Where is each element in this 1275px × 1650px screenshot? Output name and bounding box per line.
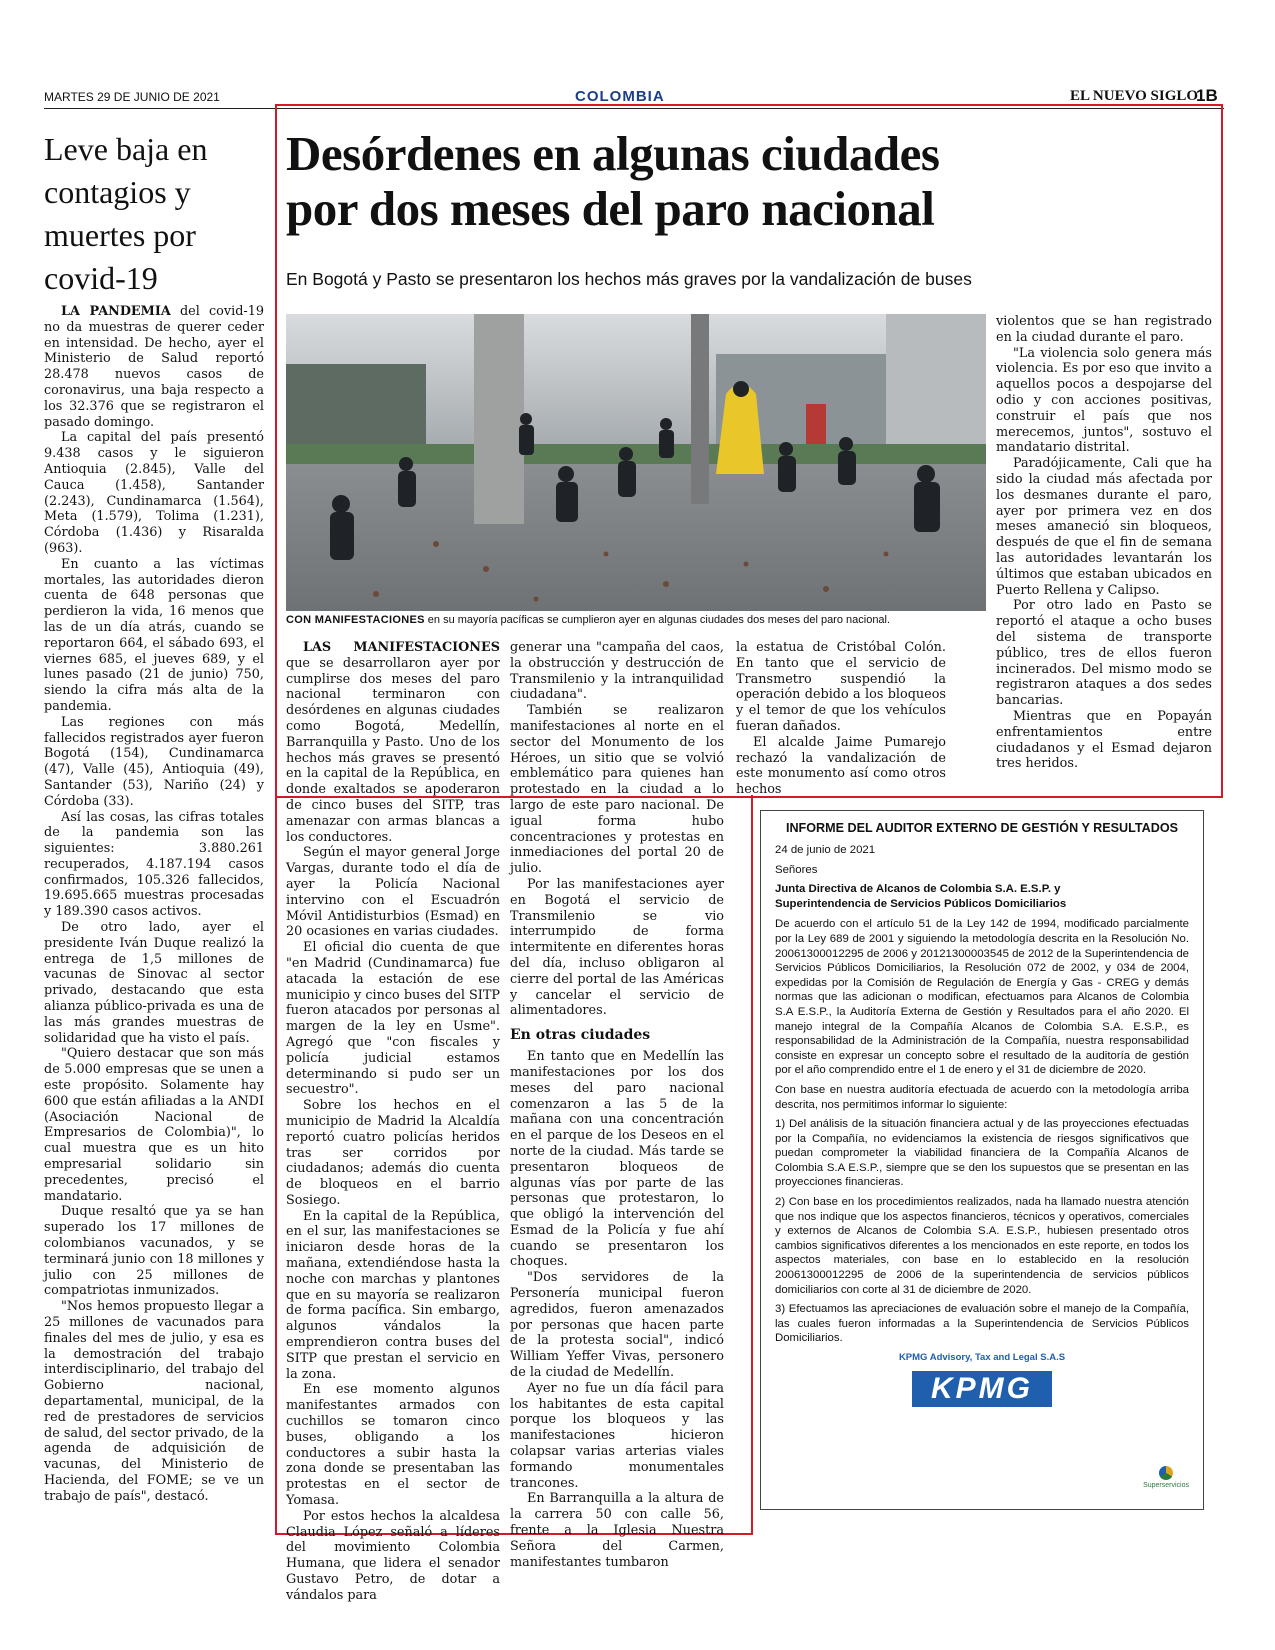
article-paragraph xyxy=(510,640,724,703)
article-paragraph xyxy=(736,640,946,735)
paragraph-text: En Barranquilla a la altura de la carrera 50 con calle 56, frente a la Iglesia Nuestra Señora del Carmen, manifestantes tumbaron xyxy=(510,1491,724,1570)
main-article-column-4 xyxy=(996,314,1212,772)
audit-paragraph-4: 2) Con base en los procedimientos realizados, nada ha llamado nuestra atención que nos indique que los aspectos financieros, técnicos y operativos, comerciales y externos de Alcanos de Colombia S.A. E.S.P., hubiesen presentado otros cambios significativos diferentes a los mencionados en este reporte, en todos los aspectos materiales, con base en lo establecido en la resolución 20061300012295 de 2006 de la superintendencia de servicios públicos domiciliarios con corte al 31 de diciembre de 2020. xyxy=(775,1196,1189,1296)
article-paragraph xyxy=(44,557,264,715)
paragraph-text: Paradójicamente, Cali que ha sido la ciudad más afectada por los desmanes durante el paro, ayer por primera vez en dos meses amaneció sin bloqueos, después de que el fin de semana las autoridades levantarán los últimos que estaban ubicados en Puerto Rellena y Calipso. xyxy=(996,456,1212,598)
paragraph-text: "Nos hemos propuesto llegar a 25 millones de vacunados para finales del mes de julio, y esa es la demostración del trabajo interdisciplinario, del trabajo del Gobierno nacional, departamental, municipal, de la red de prestadores de servicios de salud, del sector privado, de la agenda de adquisición de vacunas, del Ministerio de Hacienda, del FOME; se ve un trabajo de país", destacó. xyxy=(44,1299,264,1504)
article-paragraph xyxy=(286,1209,500,1383)
article-paragraph xyxy=(44,715,264,810)
main-subhead: En Bogotá y Pasto se presentaron los hechos más graves por la vandalización de buses xyxy=(286,269,972,289)
left-headline: Leve baja en contagios y muertes por covid-19 xyxy=(44,131,208,296)
paragraph-text: Por estos hechos la alcaldesa Claudia López señaló a líderes del movimiento Colombia Humana, que lidera el senador Gustavo Petro, de dotar a vándalos para xyxy=(286,1508,500,1603)
section-label: COLOMBIA xyxy=(575,88,665,105)
article-paragraph xyxy=(286,1098,500,1209)
main-headline-line-1: Desórdenes en algunas ciudades xyxy=(286,126,940,181)
subsection-heading: En otras ciudades xyxy=(510,1027,651,1044)
paragraph-text: generar una "campaña del caos, la obstrucción y destrucción de Transmilenio y la intranquilidad ciudadana". xyxy=(510,640,724,703)
caption-lead: CON MANIFESTACIONES xyxy=(286,614,425,626)
paragraph-text: Ayer no fue un día fácil para los habitantes de esta capital porque los bloqueos y las manifestaciones hicieron colapsar varias arterias viales formando monumentales trancones. xyxy=(510,1380,724,1491)
audit-addressee-2: Superintendencia de Servicios Públicos Domiciliarios xyxy=(775,897,1067,910)
audit-title: INFORME DEL AUDITOR EXTERNO DE GESTIÓN Y RESULTADOS xyxy=(785,821,1179,835)
paragraph-text: la estatua de Cristóbal Colón. En tanto que el servicio de Transmetro suspendió la operación debido a los bloqueos y el temor de que los vehículos fueran dañados. xyxy=(736,640,946,734)
audit-signature: KPMG Advisory, Tax and Legal S.A.S xyxy=(898,1352,1066,1363)
page-number: 1B xyxy=(1196,86,1218,105)
article-paragraph xyxy=(510,1270,724,1381)
main-article-column-3 xyxy=(736,640,946,798)
paragraph-text: También se realizaron manifestaciones al norte en el sector del Monumento de los Héroes, un sitio que se volvió emblemático para quienes han protestado en la ciudad a lo largo de este paro nacional. De igual forma hubo concentraciones y protestas en inmediaciones del portal 20 de julio. xyxy=(510,703,724,877)
paragraph-text: Por las manifestaciones ayer en Bogotá el servicio de Transmilenio se vio interrumpido de forma intermitente en diferentes horas del día, incluso obligaron al cierre del portal de las Américas y cancelar el servicio de alimentadores. xyxy=(510,876,724,1019)
main-article-column-1 xyxy=(286,640,500,1604)
header-date: MARTES 29 DE JUNIO DE 2021 xyxy=(44,90,220,104)
article-paragraph xyxy=(286,1509,500,1604)
kpmg-logo: KPMG xyxy=(912,1371,1052,1407)
paragraph-text: "Quiero destacar que son más de 5.000 empresas que se unen a este propósito. Solamente hay 600 que están afiliadas a la ANDI (Asociación Nacional de Empresarios de Colombia)", lo cual muestra que es un hito empresarial solidario sin precedentes, precisó el mandatario. xyxy=(44,1046,264,1204)
paragraph-text: En tanto que en Medellín las manifestaciones por los dos meses del paro nacional comenzaron a las 5 de la mañana con una concentración en el parque de los Deseos en el norte de la ciudad. Más tarde se presentaron bloqueos de algunas vías por parte de las personas que protestaron, lo que obligó la intervención del Esmad de la Policía y fue ahí cuando se presentaron los choques. xyxy=(510,1049,724,1270)
paragraph-text: De otro lado, ayer el presidente Iván Duque realizó la entrega de 1,5 millones de vacunas de Sinovac al sector privado, destacando que esta alianza público-privada es una de las más grandes muestras de solidaridad que ha visto el país. xyxy=(44,920,264,1046)
audit-paragraph-5: 3) Efectuamos las apreciaciones de evaluación sobre el manejo de la Compañía, las cuales fueron informadas a la Superintendencia de Servicios Públicos Domiciliarios. xyxy=(775,1303,1189,1345)
paragraph-text: En la capital de la República, en el sur, las manifestaciones se iniciaron desde horas de la mañana, extendiéndose hasta la noche con marchas y plantones que en su mayoría se realizaron de forma pacífica. Sin embargo, algunos vándalos la emprendieron contra buses del SITP que prestan el servicio en la zona. xyxy=(286,1208,500,1382)
audit-paragraph-2: Con base en nuestra auditoría efectuada de acuerdo con la metodología arriba descrita, nos permitimos informar lo siguiente: xyxy=(775,1083,1189,1111)
paragraph-text: Sobre los hechos en el municipio de Madrid la Alcaldía reportó cuatro policías heridos tras ser corridos por ciudadanos; además dio cuenta de bloqueos en el barrio Sosiego. xyxy=(286,1098,500,1208)
newspaper-brand: EL NUEVO SIGLO xyxy=(1070,88,1199,104)
audit-addressee-1: Junta Directiva de Alcanos de Colombia S.A. E.S.P. y xyxy=(775,883,1061,896)
article-paragraph xyxy=(996,456,1212,598)
paragraph-text: El alcalde Jaime Pumarejo rechazó la vandalización de este monumento así como otros hechos xyxy=(736,734,946,798)
audit-paragraph-3: 1) Del análisis de la situación financiera actual y de las proyecciones efectuadas por la Compañía, no evidenciamos la existencia de riesgos significativos que puedan comprometer la viabilidad financiera de la Compañía Alcanos de Colombia S.A E.S.P., siempre que se den los supuestos que se presentan en las proyecciones financieras. xyxy=(775,1118,1189,1189)
paragraph-text: Las regiones con más fallecidos registrados ayer fueron Bogotá (154), Cundinamarca (47), Valle (45), Antioquia (49), Santander (53), Nariño (24) y Córdoba (33). xyxy=(44,714,264,809)
paragraph-text: Según el mayor general Jorge Vargas, durante todo el día de ayer la Policía Nacional intervino con el Escuadrón Móvil Antidisturbios (Esmad) en 20 ocasiones en varias ciudades. xyxy=(286,845,500,940)
protest-photo-illustration xyxy=(286,314,986,611)
photo-caption xyxy=(286,614,986,626)
main-article-column-2 xyxy=(510,640,724,1570)
paragraph-text: Mientras que en Popayán enfrentamientos entre ciudadanos y el Esmad dejaron tres heridos. xyxy=(996,708,1212,772)
paragraph-text: Así las cosas, las cifras totales de la pandemia son las siguientes: 3.880.261 recuperados, 4.187.194 casos confirmados, 105.326 fallecidos, 19.695.665 muestras procesadas y 189.390 casos activos. xyxy=(44,809,264,920)
article-paragraph xyxy=(996,346,1212,457)
article-paragraph xyxy=(44,1299,264,1504)
paragraph-lead: LAS MANIFESTACIONES xyxy=(303,640,500,655)
paragraph-text: En cuanto a las víctimas mortales, las autoridades dieron cuenta de 648 personas que perdieron la vida, 16 menos que las de un día atrás, cuando se reportaron 664, el sábado 693, el viernes 685, el jueves 689, y el lunes pasado (21 de junio) 750, siendo la cifra más alta de la pandemia. xyxy=(44,556,264,714)
article-paragraph xyxy=(44,1204,264,1299)
article-paragraph xyxy=(44,920,264,1046)
protest-photo xyxy=(286,314,986,611)
audit-notice xyxy=(760,810,1204,1510)
article-paragraph xyxy=(44,304,264,430)
article-paragraph xyxy=(996,598,1212,709)
main-headline-line-2: por dos meses del paro nacional xyxy=(286,181,935,236)
article-paragraph xyxy=(510,1491,724,1570)
paragraph-lead: LA PANDEMIA xyxy=(61,304,171,319)
superservicios-logo xyxy=(1143,1466,1189,1489)
paragraph-text: Duque resaltó que ya se han superado los 17 millones de colombianos vacunados, y se terminará junio con 18 millones y julio con 25 millones de compatriotas inmunizados. xyxy=(44,1204,264,1299)
superservicios-icon xyxy=(1159,1466,1173,1480)
audit-date: 24 de junio de 2021 xyxy=(775,844,876,856)
paragraph-text: que se desarrollaron ayer por cumplirse dos meses del paro nacional terminaron con desórdenes en algunas ciudades como Bogotá, Medellín, Barranquilla y Pasto. Uno de los hechos más graves se presentó en la capital de la República, en donde exaltados se apoderaron de cinco buses del SITP, tras amenazar con armas blancas a los conductores. xyxy=(286,655,500,845)
paragraph-text: "Dos servidores de la Personería municipal fueron agredidos, fueron amenazados por personas que hacen parte de la protesta social", indicó William Yeffer Vivas, personero de la ciudad de Medellín. xyxy=(510,1270,724,1381)
article-paragraph xyxy=(44,430,264,556)
paragraph-text: "La violencia solo genera más violencia. Es por eso que invito a aquellos pocos a despojarse del odio y con acciones positivas, construir el país que nos merecemos, juntos", sostuvo el mandatario distrital. xyxy=(996,345,1212,456)
article-paragraph xyxy=(286,940,500,1098)
paragraph-text: Por otro lado en Pasto se reportó el ataque a ocho buses del sistema de transporte público, tres de ellos fueron incinerados. Del mismo modo se registraron ataques a dos sedes bancarias. xyxy=(996,598,1212,709)
article-paragraph xyxy=(286,845,500,940)
article-paragraph xyxy=(996,314,1212,346)
main-headline xyxy=(286,126,1206,236)
paragraph-text: En ese momento algunos manifestantes armados con cuchillos se tomaron cinco buses, obligando a los conductores a subir hasta la zona donde se presentaban las protestas en el sector de Yomasa. xyxy=(286,1382,500,1509)
article-paragraph xyxy=(44,1046,264,1204)
article-paragraph xyxy=(510,1381,724,1492)
article-paragraph xyxy=(510,703,724,877)
paragraph-text: El oficial dio cuenta de que "en Madrid (Cundinamarca) fue atacada la estación de ese municipio y cinco buses del SITP fueron atacados por personas al margen de la ley en Usme". Agregó que "con fiscales y policía judicial estamos determinando si pudo ser un secuestro". xyxy=(286,940,500,1098)
article-paragraph xyxy=(286,640,500,845)
left-article-body xyxy=(44,304,264,1505)
caption-text: en su mayoría pacíficas se cumplieron ayer en algunas ciudades dos meses del paro nacional. xyxy=(424,614,891,626)
article-paragraph xyxy=(286,1382,500,1508)
paragraph-text: violentos que se han registrado en la ciudad durante el paro. xyxy=(996,314,1212,345)
article-paragraph xyxy=(736,735,946,798)
superservicios-label: Superservicios xyxy=(1143,1482,1189,1489)
paragraph-text: del covid-19 no da muestras de querer ceder en intensidad. De hecho, ayer el Ministerio de Salud reportó 28.478 nuevos casos de coronavirus, una baja respecto a los 32.376 que se registraron el pasado domingo. xyxy=(44,304,264,430)
article-paragraph xyxy=(510,877,724,1019)
audit-paragraph-1: De acuerdo con el artículo 51 de la Ley 142 de 1994, modificado parcialmente por la Ley 689 de 2001 y siguiendo la metodología descrita en la Resolución No. 20061300012295 de 2006 y 20121300003545 de 2012 de la Superintendencia de Servicios Públicos Domiciliarios, la Resolución 072 de 2002, y 034 de 2004, expedidas por la Comisión de Regulación de Energía y Gas - CREG y demás normas que las adicionan o modifican, efectuamos para Alcanos de Colombia S.A E.S.P., la Auditoría Externa de Gestión y Resultados para el año 2020. El manejo integral de la Compañía Alcanos de Colombia S.A. E.S.P., es responsabilidad de la Administración de la Compañía, nuestra responsabilidad consiste en expresar un concepto sobre el resultado de la auditoría de gestión por el año comprendido entre el 1 de enero y el 31 de diciembre de 2020. xyxy=(775,918,1189,1077)
audit-addressee xyxy=(775,882,1189,911)
article-paragraph xyxy=(996,709,1212,772)
audit-salutation: Señores xyxy=(775,863,818,876)
paragraph-text: La capital del país presentó 9.438 casos y le siguieron Antioquia (2.845), Valle del Cauca (1.458), Santander (2.243), Cundinamarca (1.564), Meta (1.579), Tolima (1.231), Córdoba (1.436) y Risaralda (963). xyxy=(44,430,264,556)
article-paragraph xyxy=(510,1049,724,1270)
article-paragraph xyxy=(44,810,264,921)
